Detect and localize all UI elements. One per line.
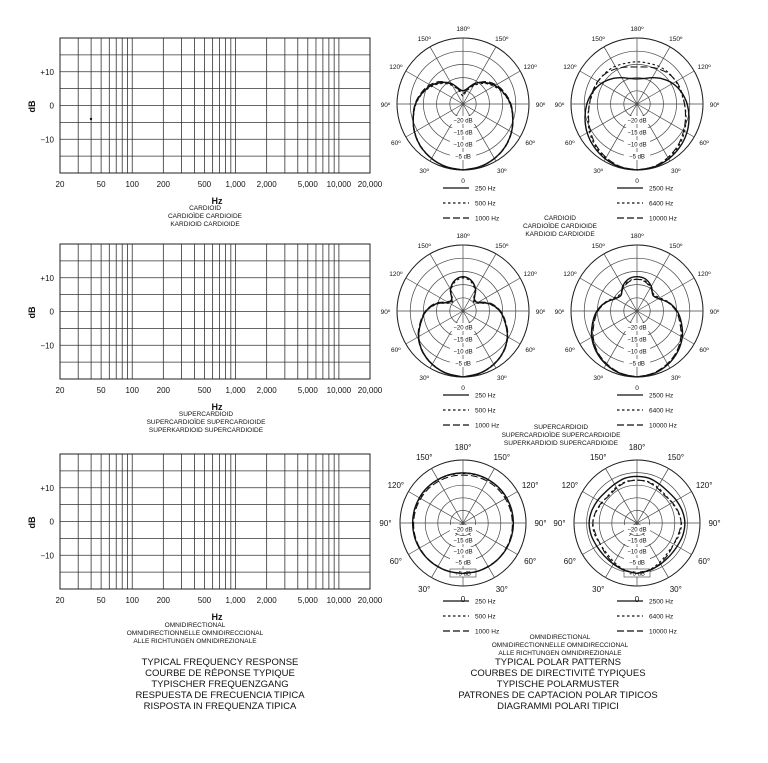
legend-label: 250 Hz (475, 392, 496, 400)
polar-angle-label: 180° (454, 443, 472, 452)
polar-spoke (604, 47, 637, 104)
polar-angle-label: 90º (380, 102, 391, 109)
polar-angle-label: 0 (634, 595, 640, 604)
polar-angle-label: 30º (593, 374, 604, 382)
x-tick-label: 100 (125, 596, 139, 605)
polar-angle-label: 30º (419, 374, 430, 382)
polar-angle-label: 90° (708, 519, 721, 528)
polar-ring-label: −20 dB (627, 118, 647, 125)
polar-angle-label: 60° (563, 557, 576, 566)
polar-angle-label: 60º (565, 347, 575, 354)
polar-angle-label: 180º (456, 26, 470, 33)
polar-angle-label: 90º (535, 102, 546, 109)
polar-ring-label: −15 dB (627, 130, 647, 137)
y-tick-label: +10 (40, 483, 54, 493)
legend-label: 2500 Hz (649, 598, 674, 606)
polar-ring-label: −5 dB (455, 560, 471, 567)
polar-angle-label: 150° (667, 453, 685, 463)
legend-label: 250 Hz (475, 598, 496, 606)
pattern-label-line: SUPERCARDIOID (178, 411, 234, 418)
y-axis-label: dB (27, 306, 37, 319)
x-tick-label: 20,000 (357, 180, 383, 189)
polar-angle-label: 90º (535, 309, 546, 316)
polar-spoke (463, 468, 495, 523)
polar-angle-label: 30º (670, 167, 681, 175)
polar-angle-label: 150º (669, 243, 683, 251)
pattern-label-line: OMNIDIRECTIONNELLE OMNIDIRECCIONAL (491, 642, 629, 649)
pattern-name-label (168, 205, 243, 228)
x-tick-label: 100 (125, 386, 139, 395)
polar-ring-label: −10 dB (627, 549, 647, 556)
polar-angle-label: 30° (495, 584, 508, 594)
polar-ring-label: −15 dB (453, 538, 473, 545)
x-axis-label: Hz (211, 612, 223, 622)
polar-angle-label: 120º (523, 271, 537, 278)
polar-ring-label: −20 dB (627, 527, 647, 534)
polar-angle-label: 90° (553, 519, 566, 528)
x-tick-label: 500 (197, 386, 212, 395)
caption-line: COURBE DE RÉPONSE TYPIQUE (145, 668, 295, 679)
polar-angle-label: 90º (554, 309, 565, 316)
pattern-label-line: KARDIOID CARDIOIDE (170, 221, 240, 228)
polar-angle-label: 60° (698, 557, 711, 566)
polar-angle-label: 120º (697, 64, 711, 71)
polar-pattern-name-label (492, 634, 629, 657)
polar-angle-label: 30º (496, 374, 507, 382)
x-tick-label: 20 (55, 596, 65, 605)
polar-angle-label: 60º (525, 140, 535, 147)
x-tick-label: 100 (125, 180, 139, 189)
polar-angle-label: 60° (524, 557, 537, 566)
polar-ring-label: −15 dB (453, 130, 473, 137)
polar-angle-label: 60º (525, 347, 535, 354)
polar-angle-label: 90° (379, 519, 392, 528)
legend-label: 10000 Hz (649, 422, 677, 430)
legend-label: 250 Hz (475, 185, 496, 193)
pattern-label-line: OMNIDIRECTIONNELLE OMNIDIRECCIONAL (126, 630, 264, 637)
polar-ring-label: −20 dB (453, 325, 473, 332)
x-axis-label: Hz (211, 402, 223, 412)
polar-ring-label: −15 dB (453, 337, 473, 344)
polar-angle-label: 0 (460, 595, 466, 604)
polar-spoke (463, 47, 496, 104)
polar-ring-label: −5 dB (629, 560, 645, 567)
polar-angle-label: 0 (635, 385, 639, 392)
x-tick-label: 200 (156, 596, 171, 605)
x-tick-label: 10,000 (326, 386, 352, 395)
x-tick-label: 500 (197, 180, 212, 189)
polar-angle-label: 30º (419, 167, 430, 175)
polar-ring-label: −5 dB (455, 361, 471, 368)
x-tick-label: 200 (156, 386, 171, 395)
polar-angle-label: 120° (521, 481, 539, 490)
polar-angle-label: 120° (387, 481, 405, 490)
caption-line: RESPUESTA DE FRECUENCIA TIPICA (135, 690, 305, 701)
polar-angle-label: 150º (417, 243, 431, 251)
polar-pattern-name-label (523, 215, 598, 238)
polar-angle-label: 60º (565, 140, 575, 147)
x-tick-label: 2,000 (256, 386, 277, 395)
caption-line: TYPICAL FREQUENCY RESPONSE (141, 657, 299, 668)
pattern-label-line: CARDIOID (544, 215, 576, 222)
x-tick-label: 50 (96, 386, 106, 395)
polar-angle-label: 150º (591, 243, 605, 251)
caption-line: COURBES DE DIRECTIVITÉ TYPIQUES (470, 668, 646, 679)
pattern-name-label (147, 411, 266, 434)
polar-angle-label: 60º (699, 140, 709, 147)
caption-line: DIAGRAMMI POLARI TIPICI (497, 701, 619, 712)
polar-angle-label: 90º (709, 102, 720, 109)
x-tick-label: 5,000 (297, 596, 318, 605)
polar-ring-label: +5 dB (455, 571, 471, 578)
polar-angle-label: 120º (389, 271, 403, 278)
y-axis-label: dB (27, 516, 37, 529)
polar-ring-label: −10 dB (453, 142, 473, 149)
polar-angle-label: 90º (709, 309, 720, 316)
x-tick-label: 2,000 (256, 596, 277, 605)
pattern-label-line: SUPERCARDIOÏDE SUPERCARDIOIDE (146, 419, 266, 426)
polar-angle-label: 30° (669, 584, 682, 594)
polar-ring-label: +5 dB (629, 571, 645, 578)
pattern-label-line: CARDIOÏDE CARDIOIDE (167, 213, 243, 220)
polar-ring-label: −5 dB (629, 154, 645, 161)
x-tick-label: 20,000 (357, 596, 383, 605)
polar-angle-label: 60° (389, 557, 402, 566)
y-tick-label: −10 (40, 341, 54, 351)
pattern-label-line: SUPERCARDIOID (533, 424, 589, 431)
polar-spoke (463, 71, 520, 104)
caption-line: TYPISCHER FREQUENZGANG (151, 679, 289, 690)
legend-label: 500 Hz (475, 200, 496, 208)
y-tick-label: −10 (40, 551, 54, 561)
pattern-label-line: CARDIOID (189, 205, 221, 212)
polar-pattern-chart (555, 26, 720, 223)
polar-angle-label: 30º (496, 167, 507, 175)
polar-ring-label: −15 dB (627, 337, 647, 344)
polar-ring-label: −5 dB (629, 361, 645, 368)
polar-spoke (432, 468, 464, 523)
x-tick-label: 50 (96, 180, 106, 189)
legend-label: 6400 Hz (649, 407, 674, 415)
polar-angle-label: 0 (635, 178, 639, 185)
pattern-label-line: SUPERCARDIOÏDE SUPERCARDIOIDE (501, 432, 621, 439)
polar-pattern-chart (381, 233, 546, 430)
polar-ring-label: −20 dB (453, 118, 473, 125)
x-tick-label: 10,000 (326, 180, 352, 189)
frequency-response-chart (27, 38, 383, 206)
x-tick-label: 20,000 (357, 386, 383, 395)
frequency-response-chart (27, 244, 383, 412)
polar-ring-label: −15 dB (627, 538, 647, 545)
legend-label: 2500 Hz (649, 392, 674, 400)
x-tick-label: 1,000 (225, 180, 246, 189)
polar-angle-label: 30º (670, 374, 681, 382)
pattern-label-line: CARDIOÏDE CARDIOIDE (522, 223, 598, 230)
x-tick-label: 1,000 (225, 596, 246, 605)
polar-angle-label: 30° (418, 584, 431, 594)
polar-spoke (430, 47, 463, 104)
polar-spoke (580, 278, 637, 311)
polar-spoke (637, 492, 692, 524)
polar-spoke (637, 47, 670, 104)
polar-angle-label: 30° (592, 584, 605, 594)
polar-ring-label: −10 dB (453, 549, 473, 556)
y-tick-label: 0 (49, 101, 54, 111)
polar-spoke (637, 278, 694, 311)
y-tick-label: 0 (49, 307, 54, 317)
polar-angle-label: 150° (493, 453, 511, 463)
pattern-label-line: OMNIDIRECTIONAL (164, 622, 226, 629)
polar-angle-label: 180º (456, 233, 470, 240)
polar-pattern-chart (553, 443, 720, 636)
legend-label: 1000 Hz (475, 215, 500, 223)
polar-angle-label: 150° (415, 453, 433, 463)
polar-angle-label: 150º (591, 36, 605, 44)
x-tick-label: 20 (55, 180, 65, 189)
x-tick-label: 50 (96, 596, 106, 605)
caption-line: PATRONES DE CAPTACION POLAR TIPICOS (458, 690, 658, 701)
polar-angle-label: 150° (589, 453, 607, 463)
frequency-response-chart (27, 454, 383, 622)
polar-spoke (637, 254, 670, 311)
pattern-label-line: SUPERKARDIOID SUPERCARDIOIDE (148, 427, 264, 434)
pattern-label-line: ALLE RICHTUNGEN OMNIDIREZIONALE (498, 650, 622, 657)
x-tick-label: 200 (156, 180, 171, 189)
polar-ring-label: −20 dB (453, 527, 473, 534)
frequency-response-caption (70, 657, 370, 712)
data-point-dot (90, 118, 92, 120)
x-tick-label: 1,000 (225, 386, 246, 395)
y-axis-label: dB (27, 100, 37, 113)
polar-angle-label: 120° (695, 481, 713, 490)
legend-label: 10000 Hz (649, 628, 677, 636)
polar-ring-label: −5 dB (455, 154, 471, 161)
x-tick-label: 5,000 (297, 180, 318, 189)
polar-angle-label: 120º (563, 271, 577, 278)
x-tick-label: 20 (55, 386, 65, 395)
polar-spoke (582, 492, 637, 524)
pattern-label-line: SUPERKARDIOID SUPERCARDIOIDE (503, 440, 619, 447)
polar-ring-label: −10 dB (627, 349, 647, 356)
pattern-label-line: ALLE RICHTUNGEN OMNIDIREZIONALE (133, 638, 257, 645)
polar-angle-label: 90º (380, 309, 391, 316)
polar-angle-label: 90° (534, 519, 547, 528)
x-tick-label: 5,000 (297, 386, 318, 395)
caption-line: TYPISCHE POLARMUSTER (496, 679, 620, 690)
x-tick-label: 10,000 (326, 596, 352, 605)
polar-angle-label: 120º (523, 64, 537, 71)
polar-angle-label: 180° (628, 443, 646, 452)
x-tick-label: 500 (197, 596, 212, 605)
polar-angle-label: 150º (417, 36, 431, 44)
legend-label: 1000 Hz (475, 628, 500, 636)
x-axis-label: Hz (211, 196, 223, 206)
polar-angle-label: 60º (391, 140, 401, 147)
polar-spoke (604, 254, 637, 311)
polar-pattern-chart (555, 233, 720, 430)
pattern-label-line: OMNIDIRECTIONAL (529, 634, 591, 641)
polar-angle-label: 30º (593, 167, 604, 175)
polar-angle-label: 60º (391, 347, 401, 354)
pattern-name-label (127, 622, 264, 645)
polar-angle-label: 0 (461, 385, 465, 392)
y-tick-label: +10 (40, 67, 54, 77)
polar-ring-label: −20 dB (627, 325, 647, 332)
polar-ring-label: −10 dB (453, 349, 473, 356)
legend-label: 10000 Hz (649, 215, 677, 223)
x-tick-label: 2,000 (256, 180, 277, 189)
polar-angle-label: 60º (699, 347, 709, 354)
polar-angle-label: 180º (630, 26, 644, 33)
legend-label: 500 Hz (475, 613, 496, 621)
pattern-label-line: KARDIOID CARDIOIDE (525, 231, 595, 238)
polar-angle-label: 150º (495, 36, 509, 44)
y-tick-label: 0 (49, 517, 54, 527)
polar-angle-label: 180º (630, 233, 644, 240)
polar-angle-label: 90º (554, 102, 565, 109)
polar-angle-label: 120º (389, 64, 403, 71)
caption-line: TYPICAL POLAR PATTERNS (495, 657, 621, 668)
caption-line: RISPOSTA IN FREQUENZA TIPICA (143, 701, 297, 712)
polar-angle-label: 120° (561, 481, 579, 490)
polar-pattern-name-label (502, 424, 621, 447)
polar-spoke (406, 71, 463, 104)
polar-angle-label: 120º (697, 271, 711, 278)
polar-angle-label: 120º (563, 64, 577, 71)
polar-angle-label: 150º (495, 243, 509, 251)
polar-angle-label: 150º (669, 36, 683, 44)
legend-label: 2500 Hz (649, 185, 674, 193)
legend-label: 6400 Hz (649, 200, 674, 208)
polar-ring-label: −10 dB (627, 142, 647, 149)
legend-label: 500 Hz (475, 407, 496, 415)
polar-patterns-caption (408, 657, 708, 712)
polar-pattern-chart (379, 443, 546, 636)
polar-pattern-chart (381, 26, 546, 223)
y-tick-label: +10 (40, 273, 54, 283)
legend-label: 6400 Hz (649, 613, 674, 621)
polar-angle-label: 0 (461, 178, 465, 185)
legend-label: 1000 Hz (475, 422, 500, 430)
y-tick-label: −10 (40, 135, 54, 145)
